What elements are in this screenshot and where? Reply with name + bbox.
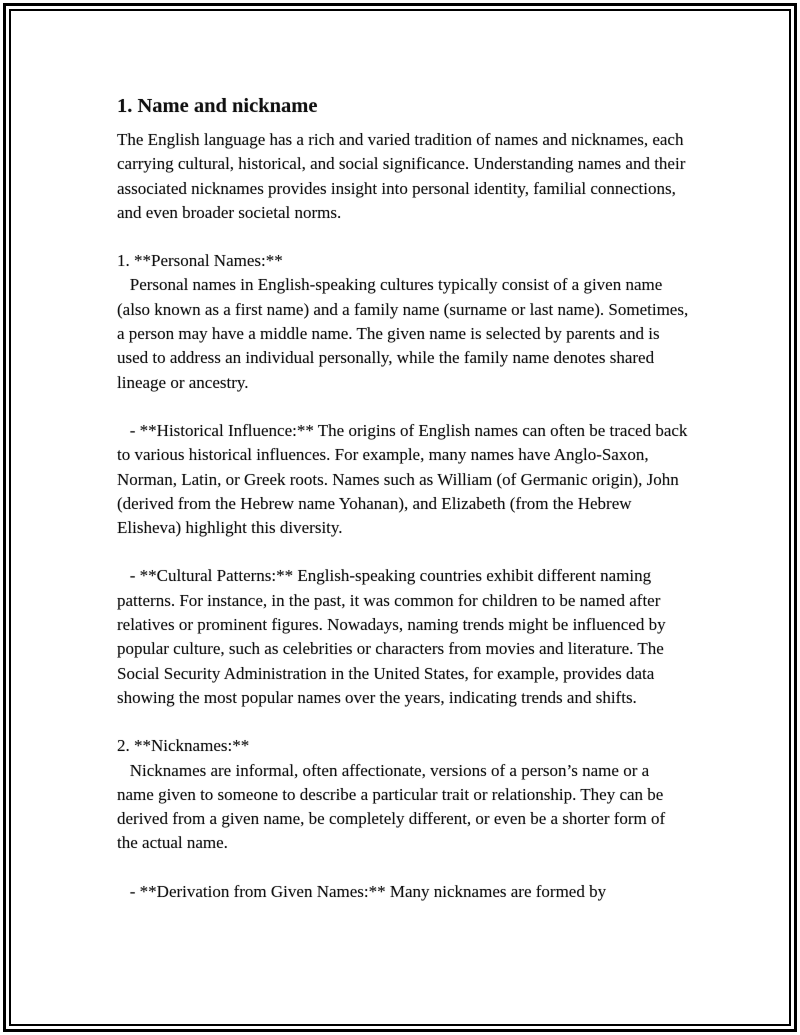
cultural-patterns-paragraph: - **Cultural Patterns:** English-speaking countries exhibit different naming patterns. For instance, in the past, it was common for children to be named after relatives or prominent figures. Nowadays, naming trends might be influenced by popular culture, such as celebrities or characters from movies and literature. The Social Security Administration in the United States, for example, provides data showing the most popular names over the years, indicating trends and shifts. xyxy=(117,566,670,707)
nicknames-paragraph: Nicknames are informal, often affectionate, versions of a person’s name or a name given to someone to describe a particular trait or relationship. They can be derived from a given name, be completely different, or even be a shorter form of the actual name. xyxy=(117,760,670,853)
intro-paragraph: The English language has a rich and varied tradition of names and nicknames, each carrying cultural, historical, and social significance. Understanding names and their associated nicknames provides insight into personal identity, familial connections, and even broader societal norms. xyxy=(117,130,690,222)
section-heading-nicknames: 2. **Nicknames:** xyxy=(117,736,250,756)
paragraph-spacer xyxy=(117,395,689,419)
personal-names-paragraph: Personal names in English-speaking cultures typically consist of a given name (also known as a first name) and a family name (surname or last name). Sometimes, a person may have a middle name. The given name is selected by parents and is used to address an individual personally, while the family name denotes shared lineage or ancestry. xyxy=(117,275,693,392)
paragraph-spacer xyxy=(117,540,689,564)
document-title: 1. Name and nickname xyxy=(117,95,318,117)
derivation-paragraph: - **Derivation from Given Names:** Many nicknames are formed by xyxy=(117,881,607,901)
paragraph-spacer xyxy=(117,710,689,734)
section-heading-personal-names: 1. **Personal Names:** xyxy=(117,251,283,271)
document-body xyxy=(117,92,693,904)
paragraph-spacer xyxy=(117,856,689,880)
historical-influence-paragraph: - **Historical Influence:** The origins of English names can often be traced back to various historical influences. For example, many names have Anglo-Saxon, Norman, Latin, or Greek roots. Names such as William (of Germanic origin), John (derived from the Hebrew name Yohanan), and Elizabeth (from the Hebrew Elisheva) highlight this diversity. xyxy=(117,420,692,538)
paragraph-spacer xyxy=(117,225,689,249)
